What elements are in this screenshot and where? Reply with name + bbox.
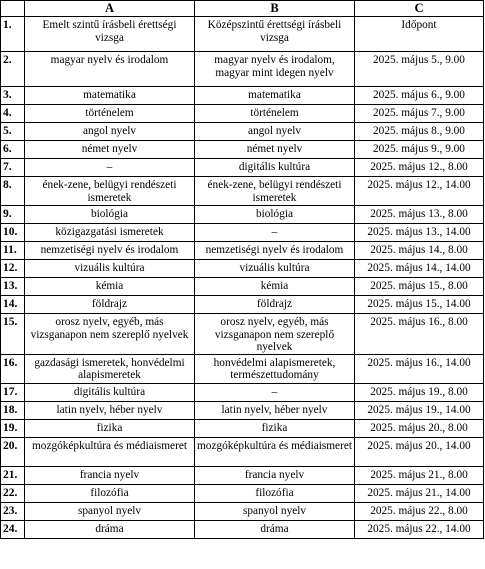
cell-kozepszint: – [195, 224, 355, 242]
cell-emelt-szint: földrajz [25, 296, 195, 314]
cell-kozepszint: magyar nyelv és irodalom, magyar mint idegen nyelv [195, 52, 355, 87]
cell-emelt-szint: latin nyelv, héber nyelv [25, 401, 195, 419]
cell-emelt-szint: biológia [25, 206, 195, 224]
row-number: 1. [1, 17, 25, 52]
cell-emelt-szint: német nyelv [25, 141, 195, 159]
table-row [1, 401, 484, 419]
row-number: 11. [1, 242, 25, 260]
row-number: 24. [1, 520, 25, 538]
cell-emelt-szint: francia nyelv [25, 466, 195, 484]
table-row [1, 242, 484, 260]
cell-emelt-szint: kémia [25, 278, 195, 296]
column-header-c: C [355, 1, 484, 17]
table-row [1, 224, 484, 242]
row-number: 17. [1, 383, 25, 401]
cell-idopont: 2025. május 5., 9.00 [355, 52, 484, 87]
row-number: 10. [1, 224, 25, 242]
cell-idopont: 2025. május 21., 8.00 [355, 466, 484, 484]
cell-idopont: 2025. május 16., 8.00 [355, 314, 484, 355]
cell-kozepszint: spanyol nyelv [195, 502, 355, 520]
row-number: 16. [1, 354, 25, 383]
table-row [1, 502, 484, 520]
cell-emelt-szint: orosz nyelv, egyéb, más vizsganapon nem szereplő nyelvek [25, 314, 195, 355]
cell-kozepszint: francia nyelv [195, 466, 355, 484]
cell-kozepszint: nemzetiségi nyelv és irodalom [195, 242, 355, 260]
table-row [1, 123, 484, 141]
row-number: 7. [1, 159, 25, 177]
cell-idopont: 2025. május 8., 9.00 [355, 123, 484, 141]
row-number: 6. [1, 141, 25, 159]
row-number: 3. [1, 87, 25, 105]
table-row [1, 520, 484, 538]
column-header-b: B [195, 1, 355, 17]
cell-emelt-szint: történelem [25, 105, 195, 123]
cell-idopont: 2025. május 15., 8.00 [355, 278, 484, 296]
row-number: 2. [1, 52, 25, 87]
column-header-index [1, 1, 25, 17]
cell-emelt-szint: matematika [25, 87, 195, 105]
cell-idopont: 2025. május 7., 9.00 [355, 105, 484, 123]
cell-emelt-szint: nemzetiségi nyelv és irodalom [25, 242, 195, 260]
cell-idopont: 2025. május 14., 8.00 [355, 242, 484, 260]
row-number: 12. [1, 260, 25, 278]
row-number: 4. [1, 105, 25, 123]
table-row [1, 484, 484, 502]
cell-kozepszint: angol nyelv [195, 123, 355, 141]
table-row [1, 296, 484, 314]
cell-emelt-szint: spanyol nyelv [25, 502, 195, 520]
cell-kozepszint: filozófia [195, 484, 355, 502]
cell-idopont: 2025. május 13., 14.00 [355, 224, 484, 242]
table-row [1, 354, 484, 383]
column-header-a: A [25, 1, 195, 17]
header-kozepszint: Középszintű érettségi írásbeli vizsga [195, 17, 355, 52]
cell-kozepszint: német nyelv [195, 141, 355, 159]
cell-emelt-szint: magyar nyelv és irodalom [25, 52, 195, 87]
cell-idopont: 2025. május 21., 14.00 [355, 484, 484, 502]
cell-idopont: 2025. május 12., 8.00 [355, 159, 484, 177]
cell-emelt-szint: mozgóképkultúra és médiaismeret [25, 437, 195, 466]
row-number: 8. [1, 177, 25, 206]
table-row [1, 383, 484, 401]
table-row [1, 87, 484, 105]
cell-idopont: 2025. május 22., 8.00 [355, 502, 484, 520]
cell-idopont: 2025. május 12., 14.00 [355, 177, 484, 206]
table-row [1, 105, 484, 123]
row-number: 19. [1, 419, 25, 437]
table-row [1, 177, 484, 206]
table-row [1, 159, 484, 177]
table-row [1, 141, 484, 159]
table-row [1, 466, 484, 484]
table-row [1, 419, 484, 437]
cell-emelt-szint: vizuális kultúra [25, 260, 195, 278]
header-idopont: Időpont [355, 17, 484, 52]
cell-idopont: 2025. május 20., 8.00 [355, 419, 484, 437]
table-row [1, 314, 484, 355]
row-number: 20. [1, 437, 25, 466]
cell-emelt-szint: – [25, 159, 195, 177]
cell-kozepszint: történelem [195, 105, 355, 123]
row-number: 23. [1, 502, 25, 520]
cell-idopont: 2025. május 14., 14.00 [355, 260, 484, 278]
row-number: 9. [1, 206, 25, 224]
cell-idopont: 2025. május 20., 14.00 [355, 437, 484, 466]
cell-emelt-szint: gazdasági ismeretek, honvédelmi alapismeretek [25, 354, 195, 383]
cell-kozepszint: ének-zene, belügyi rendészeti ismeretek [195, 177, 355, 206]
cell-kozepszint: digitális kultúra [195, 159, 355, 177]
row-number: 13. [1, 278, 25, 296]
cell-kozepszint: kémia [195, 278, 355, 296]
cell-idopont: 2025. május 16., 14.00 [355, 354, 484, 383]
cell-emelt-szint: fizika [25, 419, 195, 437]
row-number: 22. [1, 484, 25, 502]
table-body [1, 17, 484, 539]
column-letter-row [1, 1, 484, 17]
cell-kozepszint: földrajz [195, 296, 355, 314]
cell-emelt-szint: digitális kultúra [25, 383, 195, 401]
table-row [1, 260, 484, 278]
cell-emelt-szint: filozófia [25, 484, 195, 502]
cell-idopont: 2025. május 9., 9.00 [355, 141, 484, 159]
cell-kozepszint: mozgóképkultúra és médiaismeret [195, 437, 355, 466]
header-row [1, 17, 484, 52]
table-row [1, 52, 484, 87]
row-number: 15. [1, 314, 25, 355]
cell-kozepszint: orosz nyelv, egyéb, más vizsganapon nem szereplő nyelvek [195, 314, 355, 355]
cell-emelt-szint: közigazgatási ismeretek [25, 224, 195, 242]
table-row [1, 206, 484, 224]
cell-kozepszint: latin nyelv, héber nyelv [195, 401, 355, 419]
cell-kozepszint: fizika [195, 419, 355, 437]
cell-emelt-szint: angol nyelv [25, 123, 195, 141]
cell-emelt-szint: ének-zene, belügyi rendészeti ismeretek [25, 177, 195, 206]
cell-emelt-szint: dráma [25, 520, 195, 538]
header-emelt-szint: Emelt szintű írásbeli érettségi vizsga [25, 17, 195, 52]
cell-idopont: 2025. május 15., 14.00 [355, 296, 484, 314]
table-row [1, 278, 484, 296]
cell-idopont: 2025. május 19., 14.00 [355, 401, 484, 419]
row-number: 21. [1, 466, 25, 484]
cell-idopont: 2025. május 22., 14.00 [355, 520, 484, 538]
row-number: 14. [1, 296, 25, 314]
table-row [1, 437, 484, 466]
cell-kozepszint: vizuális kultúra [195, 260, 355, 278]
cell-kozepszint: honvédelmi alapismeretek, természettudomány [195, 354, 355, 383]
cell-idopont: 2025. május 13., 8.00 [355, 206, 484, 224]
row-number: 5. [1, 123, 25, 141]
cell-kozepszint: matematika [195, 87, 355, 105]
row-number: 18. [1, 401, 25, 419]
cell-kozepszint: biológia [195, 206, 355, 224]
cell-kozepszint: dráma [195, 520, 355, 538]
cell-idopont: 2025. május 6., 9.00 [355, 87, 484, 105]
cell-kozepszint: – [195, 383, 355, 401]
cell-idopont: 2025. május 19., 8.00 [355, 383, 484, 401]
